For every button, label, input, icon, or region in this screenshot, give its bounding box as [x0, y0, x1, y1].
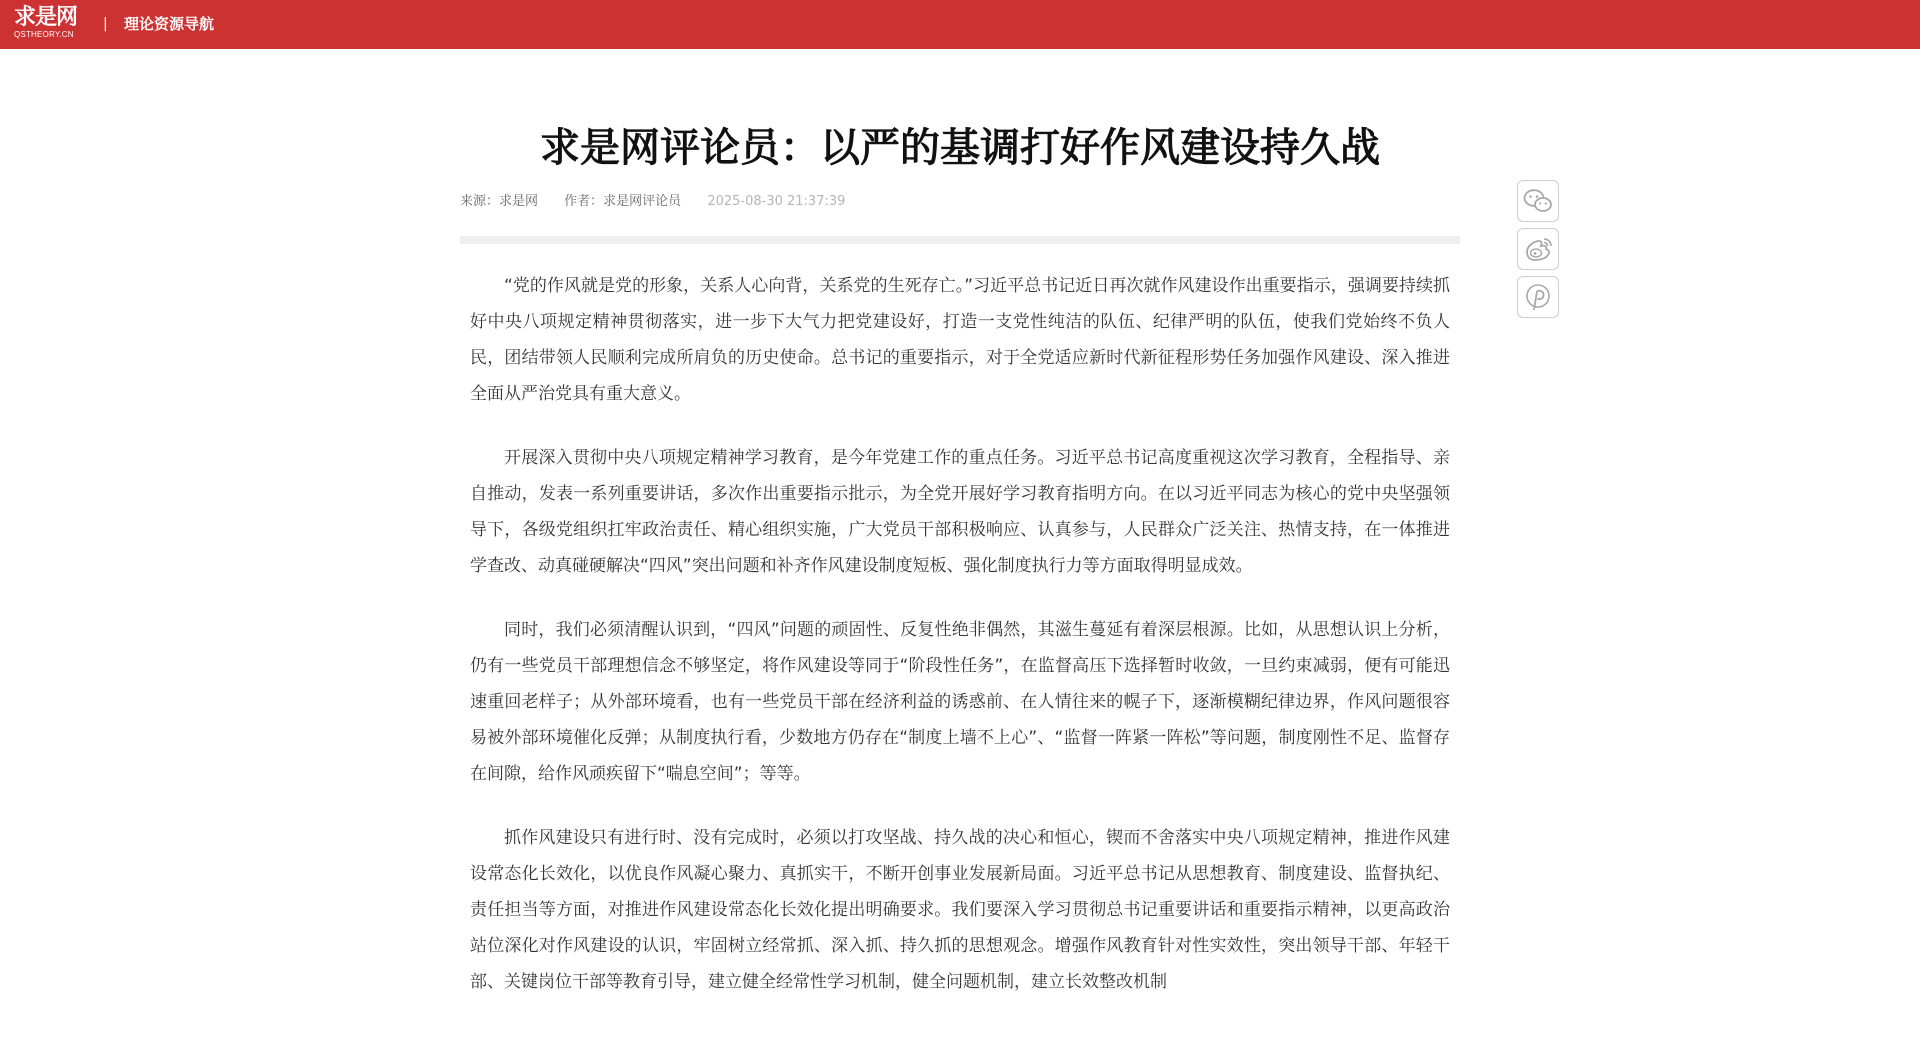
article-author: 作者：求是网评论员 [564, 194, 682, 209]
share-toolbar [1517, 180, 1559, 324]
logo-text: 求是网 [14, 5, 78, 30]
wechat-share-button[interactable] [1517, 180, 1559, 222]
logo-subtext: QSTHEORY.CN [14, 30, 74, 39]
top-header-bar [0, 0, 1920, 49]
meta-divider [460, 236, 1460, 244]
article-meta [460, 192, 1460, 212]
article-title: 求是网评论员：以严的基调打好作风建设持久战 [540, 125, 1380, 171]
article-body [460, 244, 1460, 1000]
article-paragraph: 抓作风建设只有进行时、没有完成时，必须以打攻坚战、持久战的决心和恒心，锲而不舍落实中央八项规定精神，推进作风建设常态化长效化，以优良作风凝心聚力、真抓实干，不断开创事业发展新局面。习近平总书记从思想教育、制度建设、监督执纪、责任担当等方面，对推进作风建设常态化长效化提出明确要求。我们要深入学习贯彻总书记重要讲话和重要指示精神，以更高政治站位深化对作风建设的认识，牢固树立经常抓、深入抓、持久抓的思想观念。增强作风教育针对性实效性，突出领导干部、年轻干部、关键岗位干部等教育引导，建立健全经常性学习机制，健全问题机制，建立长效整改机制 [470, 828, 1450, 992]
article-paragraph: 同时，我们必须清醒认识到，“四风”问题的顽固性、反复性绝非偶然，其滋生蔓延有着深层根源。比如，从思想认识上分析，仍有一些党员干部理想信念不够坚定，将作风建设等同于“阶段性任务”，在监督高压下选择暂时收敛，一旦约束减弱，便有可能迅速重回老样子；从外部环境看，也有一些党员干部在经济利益的诱惑前、在人情往来的幌子下，逐渐模糊纪律边界，作风问题很容易被外部环境催化反弹；从制度执行看，少数地方仍存在“制度上墙不上心”、“监督一阵紧一阵松”等问题，制度刚性不足、监督存在间隙，给作风顽疾留下“喘息空间”；等等。 [470, 620, 1450, 784]
article-date: 2025-08-30 21:37:39 [707, 194, 846, 209]
weibo-share-icon [1523, 236, 1553, 262]
article-source: 来源：求是网 [460, 194, 539, 209]
article-paragraph: 开展深入贯彻中央八项规定精神学习教育，是今年党建工作的重点任务。习近平总书记高度重视这次学习教育，全程指导、亲自推动，发表一系列重要讲话，多次作出重要指示批示，为全党开展好学习教育指明方向。在以习近平同志为核心的党中央坚强领导下，各级党组织扛牢政治责任、精心组织实施，广大党员干部积极响应、认真参与，人民群众广泛关注、热情支持，在一体推进学查改、动真碰硬解决“四风”突出问题和补齐作风建设制度短板、强化制度执行力等方面取得明显成效。 [470, 448, 1450, 576]
wechat-share-icon [1523, 188, 1553, 214]
pinterest-share-icon [1523, 282, 1553, 312]
header-separator: | [103, 16, 108, 32]
article-paragraph: “党的作风就是党的形象，关系人心向背，关系党的生死存亡。”习近平总书记近日再次就作风建设作出重要指示，强调要持续抓好中央八项规定精神贯彻落实，进一步下大气力把党建设好，打造一支党性纯洁的队伍、纪律严明的队伍，使我们党始终不负人民，团结带领人民顺利完成所肩负的历史使命。总书记的重要指示，对于全党适应新时代新征程形势任务加强作风建设、深入推进全面从严治党具有重大意义。 [470, 276, 1450, 404]
site-logo[interactable] [14, 6, 86, 44]
article-container [460, 120, 1460, 1028]
theory-resource-nav-link[interactable]: 理论资源导航 [124, 15, 215, 33]
pinterest-share-button[interactable] [1517, 276, 1559, 318]
weibo-share-button[interactable] [1517, 228, 1559, 270]
